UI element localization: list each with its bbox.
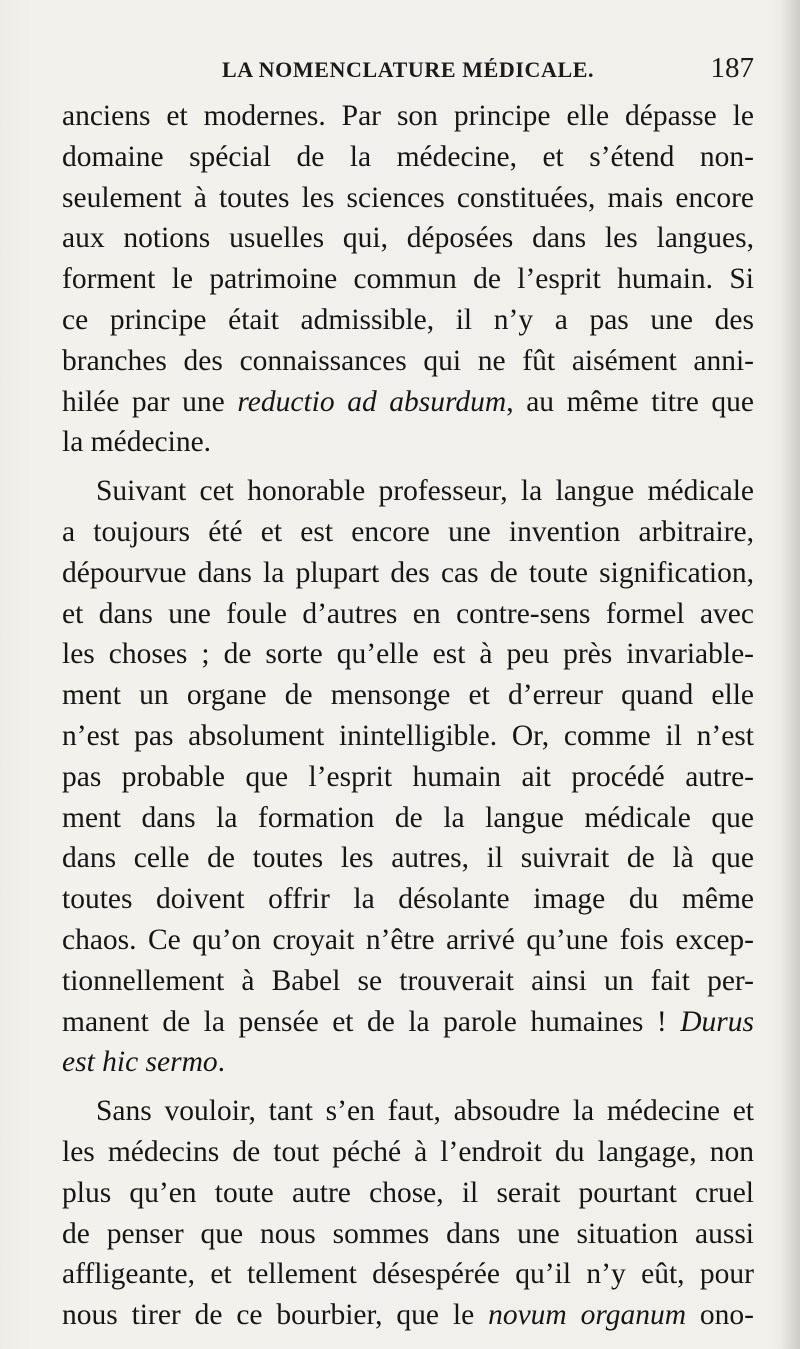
paragraph-gap [62,463,754,471]
text-line: dépourvue dans la plupart des cas de toute signification, [62,556,754,589]
text-line: seulement à toutes les sciences constituées, mais encore [62,181,754,214]
page-number: 187 [710,52,754,84]
latin-phrase: reductio ad absurdum [237,385,507,418]
text-line: et dans une foule d’autres en contre-sens formel avec [62,597,754,630]
text-line: plus qu’en toute autre chose, il serait pourtant cruel [62,1176,754,1209]
latin-phrase: Durus [680,1005,754,1038]
text-line: la médecine. [62,426,212,459]
text-line: anciens et modernes. Par son principe elle dépasse le [62,100,754,132]
text-line [62,1002,754,1043]
latin-phrase: est hic sermo [62,1046,218,1079]
text-line: forment le patrimoine commun de l’esprit humain. Si [62,263,754,296]
paragraph-3 [62,1091,754,1336]
latin-phrase: novum organum [488,1299,687,1332]
text-line: dans celle de toutes les autres, il suivrait de là que [62,842,754,875]
text-line: domaine spécial de la médecine, et s’étend non- [62,140,754,173]
text-line: ment un organe de mensonge et d’erreur quand elle [62,679,754,712]
text-line: chaos. Ce qu’on croyait n’être arrivé qu’une fois excep- [62,923,754,956]
text-line: les médecins de tout péché à l’endroit du langage, non [62,1135,754,1168]
text-line: ment dans la formation de la langue médicale que [62,801,754,834]
text-line: branches des connaissances qui ne fût aisément anni- [62,344,754,377]
text-line: n’est pas absolument inintelligible. Or, comme il n’est [62,719,754,752]
page-header [62,52,754,88]
text-line: les choses ; de sorte qu’elle est à peu près invariable- [62,638,754,671]
text-line: toutes doivent offrir la désolante image du même [62,883,754,916]
text-run: manent de la pensée et de la parole humaines ! [62,1005,681,1038]
paragraph-2 [62,471,754,1083]
text-line: de penser que nous sommes dans une situation aussi [62,1217,754,1250]
body-text [62,96,754,1336]
text-run: hilée par une [62,385,238,418]
running-title: LA NOMENCLATURE MÉDICALE. [222,57,595,82]
text-run: ono- [686,1299,754,1332]
text-line: affligeante, et tellement désespérée qu’il n’y eût, pour [62,1258,754,1291]
text-line: a toujours été et est encore une invention arbitraire, [62,515,754,548]
text-line: pas probable que l’esprit humain ait procédé autre- [62,760,754,793]
text-line: Sans vouloir, tant s’en faut, absoudre la médecine et [96,1095,754,1128]
text-run: nous tirer de ce bourbier, que le [62,1299,489,1332]
paragraph-gap [62,1083,754,1091]
text-line: aux notions usuelles qui, déposées dans les langues, [62,222,754,255]
text-line: tionnellement à Babel se trouverait ainsi un fait per- [62,964,754,997]
page-edge-shadow [780,0,800,1349]
text-line [62,382,754,423]
text-run: , au même titre que [506,385,754,418]
text-line [62,1295,754,1336]
paragraph-1 [62,96,754,463]
text-line [62,1042,754,1083]
text-line: Suivant cet honorable professeur, la langue médicale [96,475,754,508]
text-line: ce principe était admissible, il n’y a pas une des [62,303,754,336]
text-run: . [217,1046,226,1079]
